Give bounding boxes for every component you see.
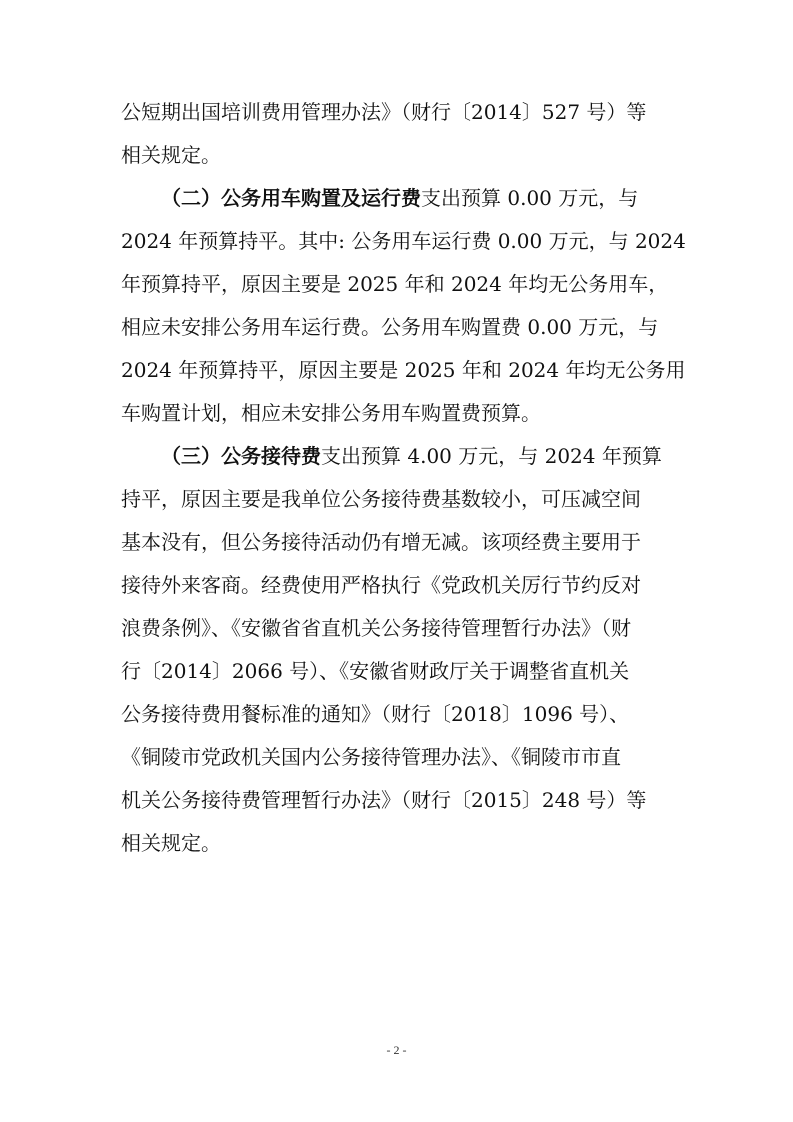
text-line-14: 浪费条例》、《安徽省省直机关公务接待管理暂行办法》（财 (121, 616, 631, 640)
text-line-18: 机关公务接待费管理暂行办法》（财行〔2015〕248 号）等 (121, 788, 647, 812)
text-line-4: 2024 年预算持平。其中: 公务用车运行费 0.00 万元，与 2024 (121, 229, 686, 253)
section-heading-reception: （三）公务接待费 (161, 444, 321, 468)
text-line-17: 《铜陵市党政机关国内公务接待管理办法》、《铜陵市市直 (121, 745, 621, 769)
text-line-3: 支出预算 0.00 万元，与 (421, 186, 639, 210)
text-line-2: 相关规定。 (121, 143, 221, 167)
text-line-6: 相应未安排公务用车运行费。公务用车购置费 0.00 万元，与 (121, 315, 659, 339)
paragraph-reception-first-line (161, 444, 662, 468)
section-heading-vehicle: （二）公务用车购置及运行费 (161, 186, 421, 210)
text-line-7: 2024 年预算持平，原因主要是 2025 年和 2024 年均无公务用 (121, 358, 686, 382)
text-line-8: 车购置计划，相应未安排公务用车购置费预算。 (121, 401, 541, 425)
text-line-12: 基本没有，但公务接待活动仍有增无减。该项经费主要用于 (121, 530, 641, 554)
text-line-15: 行〔2014〕2066 号）、《安徽省财政厅关于调整省直机关 (121, 659, 630, 683)
text-line-19: 相关规定。 (121, 831, 221, 855)
text-line-16: 公务接待费用餐标准的通知》（财行〔2018〕1096 号）、 (121, 702, 630, 726)
paragraph-vehicle-first-line (161, 186, 638, 210)
page-number: - 2 - (386, 1043, 407, 1057)
text-line-13: 接待外来客商。经费使用严格执行《党政机关厉行节约反对 (121, 573, 641, 597)
text-line-1: 公短期出国培训费用管理办法》（财行〔2014〕527 号）等 (121, 100, 647, 124)
text-line-11: 持平，原因主要是我单位公务接待费基数较小，可压减空间 (121, 487, 641, 511)
text-line-10: 支出预算 4.00 万元，与 2024 年预算 (321, 444, 662, 468)
text-line-5: 年预算持平，原因主要是 2025 年和 2024 年均无公务用车， (121, 272, 669, 296)
